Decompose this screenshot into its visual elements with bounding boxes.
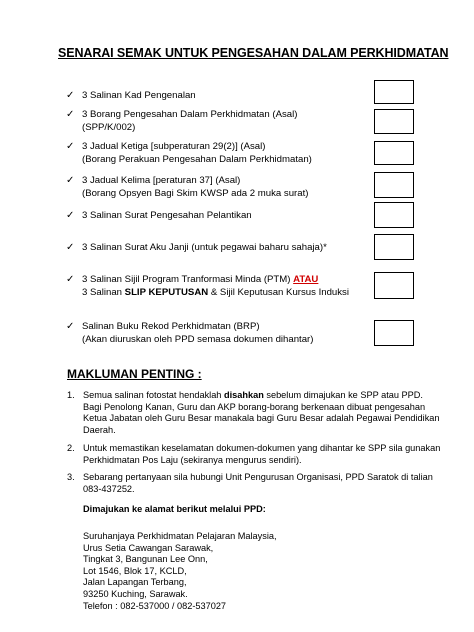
address-line: Tingkat 3, Bangunan Lee Onn,: [83, 554, 208, 565]
checklist-item-line: 3 Salinan Surat Aku Janji (untuk pegawai baharu sahaja)*: [82, 242, 327, 253]
checklist-item-subline: (Borang Perakuan Pengesahan Dalam Perkhidmatan): [82, 153, 312, 165]
note-line: Sebarang pertanyaan sila hubungi Unit Pengurusan Organisasi, PPD Saratok di talian: [83, 472, 433, 482]
checklist-item-line: Salinan Buku Rekod Perkhidmatan (BRP): [82, 321, 260, 332]
checkbox-jadual-ketiga[interactable]: [374, 141, 414, 165]
note-number: 1.: [67, 390, 75, 400]
checkmark-icon: ✓: [66, 210, 75, 221]
checkmark-icon: ✓: [66, 90, 75, 101]
note-line: Perkhidmatan Pos Laju (sekiranya mengurus sendiri).: [83, 454, 302, 465]
checkbox-sijil-ptm[interactable]: [374, 272, 414, 299]
checkmark-icon: ✓: [66, 274, 75, 285]
address-heading: Dimajukan ke alamat berikut melalui PPD:: [83, 504, 266, 514]
note-line: Semua salinan fotostat hendaklah disahkan sebelum dimajukan ke SPP atau PPD.: [83, 390, 423, 400]
checkbox-jadual-kelima[interactable]: [374, 172, 414, 198]
address-phone: Telefon : 082-537000 / 082-537027: [83, 600, 227, 611]
checkmark-icon: ✓: [66, 141, 75, 152]
checklist-item-subline: 3 Salinan SLIP KEPUTUSAN & Sijil Keputusan Kursus Induksi: [82, 286, 349, 298]
note-number: 3.: [67, 472, 75, 482]
checklist-item-line: 3 Salinan Surat Pengesahan Pelantikan: [82, 210, 252, 221]
document-title: SENARAI SEMAK UNTUK PENGESAHAN DALAM PERKHIDMATAN: [58, 46, 449, 60]
address-line: Urus Setia Cawangan Sarawak,: [83, 542, 214, 553]
checkbox-surat-aku-janji[interactable]: [374, 234, 414, 260]
checklist-item-line: 3 Salinan Kad Pengenalan: [82, 90, 196, 101]
checklist-item-line: 3 Salinan Sijil Program Tranformasi Minda (PTM) ATAU: [82, 274, 319, 285]
checklist-item-line: 3 Jadual Ketiga [subperaturan 29(2)] (Asal): [82, 141, 266, 152]
checkbox-borang-pengesahan[interactable]: [374, 109, 414, 134]
address-block: [83, 531, 277, 612]
address-line: Suruhanjaya Perkhidmatan Pelajaran Malaysia,: [83, 531, 277, 541]
checkmark-icon: ✓: [66, 321, 75, 332]
note-line: Daerah.: [83, 424, 116, 435]
checklist-item-line: 3 Borang Pengesahan Dalam Perkhidmatan (Asal): [82, 109, 298, 120]
address-line: Lot 1546, Blok 17, KCLD,: [83, 565, 187, 576]
checklist-item-subline: (SPP/K/002): [82, 121, 136, 133]
note-number: 2.: [67, 443, 75, 453]
checkmark-icon: ✓: [66, 242, 75, 253]
disahkan-emphasis: disahkan: [223, 390, 264, 400]
note-line: 083-437252.: [83, 483, 135, 494]
checkmark-icon: ✓: [66, 109, 75, 120]
checklist-item-line: 3 Jadual Kelima [peraturan 37] (Asal): [82, 175, 241, 186]
checkbox-surat-pengesahan[interactable]: [374, 202, 414, 228]
makluman-heading: MAKLUMAN PENTING :: [67, 367, 202, 381]
checklist-item-subline: (Borang Opsyen Bagi Skim KWSP ada 2 muka surat): [82, 187, 309, 199]
checkmark-icon: ✓: [66, 175, 75, 186]
address-line: 93250 Kuching, Sarawak.: [83, 588, 188, 599]
note-line: Ketua Jabatan oleh Guru Besar manakala bagi Guru Besar adalah Pegawai Pendidikan: [83, 413, 440, 424]
checkbox-kad-pengenalan[interactable]: [374, 80, 414, 104]
checklist-item-subline: (Akan diuruskan oleh PPD semasa dokumen dihantar): [82, 333, 314, 345]
note-line: Bagi Penolong Kanan, Guru dan AKP borang-borang berkenaan dibuat pengesahan: [83, 401, 426, 412]
checkbox-buku-rekod[interactable]: [374, 320, 414, 346]
note-line: Untuk memastikan keselamatan dokumen-dokumen yang dihantar ke SPP sila gunakan: [83, 443, 441, 453]
slip-keputusan-emphasis: SLIP KEPUTUSAN: [124, 286, 209, 298]
atau-emphasis: ATAU: [293, 274, 319, 285]
address-line: Jalan Lapangan Terbang,: [83, 577, 187, 588]
